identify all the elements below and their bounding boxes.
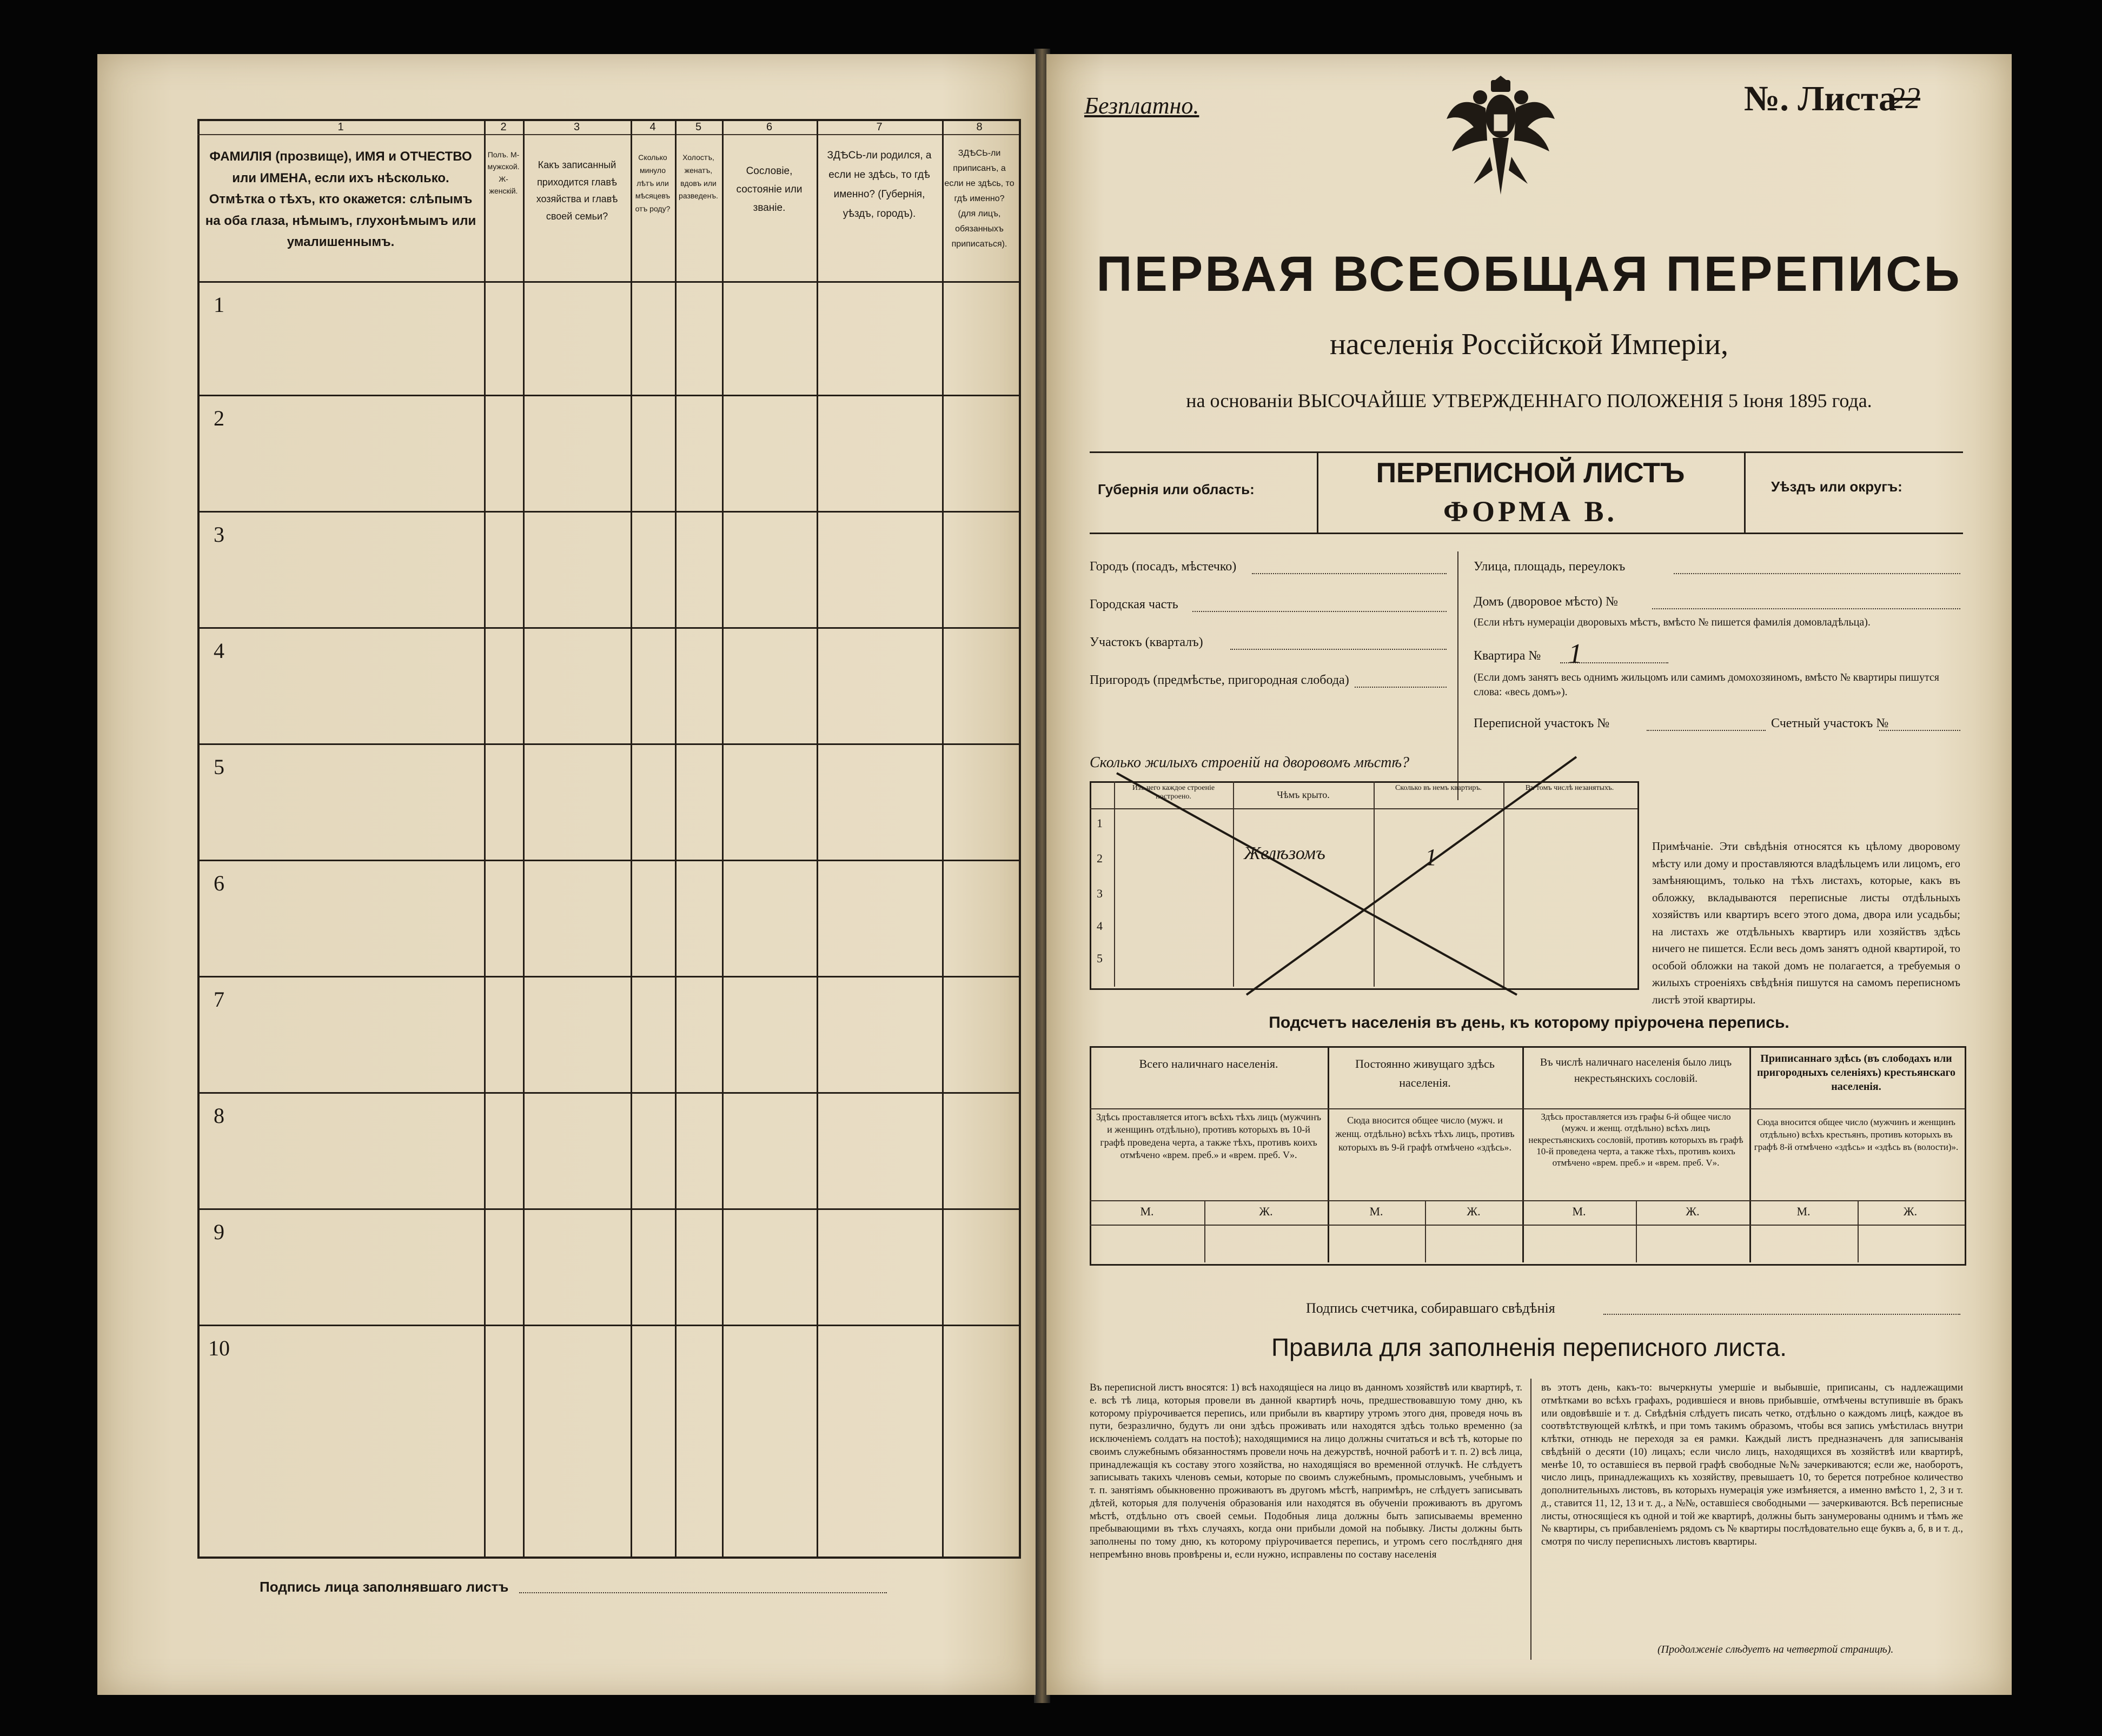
city-label: Городъ (посадъ, мѣстечко) (1090, 560, 1237, 574)
buildings-apartments-entry: 1 (1425, 844, 1437, 870)
col-header-age: Сколько минуло лѣтъ или мѣсяцевъ отъ роду? (635, 153, 671, 214)
city-district-label: Городская часть (1090, 597, 1178, 611)
count-col-present-text: Здѣсь проставляется итогъ всѣхъ тѣхъ лицъ (мужчинъ и женщинъ отдѣльно), противъ которыхъ въ 10-й графѣ проведена черта, а также тѣхъ, противъ коихъ отмѣчено «врем. преб.» и «врем. преб. V». (1096, 1112, 1322, 1161)
count-col-present: Всего наличнаго населенія. (1139, 1057, 1278, 1070)
province-label: Губернія или область: (1098, 481, 1255, 497)
buildings-col-material: Изъ чего каждое строеніе построено. (1132, 784, 1215, 801)
street-label: Улица, площадь, переулокъ (1474, 560, 1626, 574)
rules-text-right: въ этотъ день, какъ-то: вычеркнуты умершіе и выбывшіе, приписаны, съ надлежащими отмѣтками во всѣхъ графахъ, родившіеся и вновь прибывшіе, отмѣчены вступившіе въ бракъ или овдовѣвшіе и т. д. Свѣдѣнія слѣдуетъ писать четко, отдѣльно о каждомъ лицѣ, каждое въ соотвѣтствующей клѣткѣ, и при томъ такимъ образомъ, чтобы вся запись умѣстилась внутри клѣтки, отнюдь не переходя за ея рамки. Каждый листъ предназначенъ для записыванія свѣдѣній о десяти (10) лицахъ; если число лицъ, находящихся въ хозяйствѣ или квартирѣ, менѣе 10, то оставшіеся въ первой графѣ свободные №№ зачеркиваются; если же, наоборотъ, число лицъ, принадлежащихъ къ хозяйству, превышаетъ 10, то берется потребное количество дополнительныхъ листовъ, въ которыхъ нумерація уже измѣняется, а именно вмѣсто 1, 2, 3 и т. д., ставится 11, 12, 13 и т. д., а №№, оставшіеся свободными — зачеркиваются. Всѣ переписные листы, относящіеся къ одной и той же квартирѣ, должны быть занумерованы однимъ и тѣмъ же № квартиры, съ прибавленіемъ рядомъ съ № квартиры послѣдовательно еще буквъ а, б, в и т. д., смотря по числу переписныхъ листовъ квартиры. (1541, 1382, 1963, 1547)
imperial-eagle-emblem (1441, 76, 1560, 205)
row-number: 9 (214, 1220, 224, 1244)
buildings-row: 4 (1097, 919, 1103, 933)
col-num-2: 2 (500, 121, 507, 133)
count-female: Ж. (1686, 1205, 1700, 1218)
buildings-question: Сколько жилыхъ строеній на дворовомъ мѣстѣ? (1090, 754, 1410, 771)
count-male: М. (1369, 1205, 1383, 1218)
precinct-label: Участокъ (кварталъ) (1090, 635, 1203, 649)
rules-title: Правила для заполненія переписного листа. (1271, 1333, 1787, 1361)
counter-signature-label: Подпись счетчика, собиравшаго свѣдѣнія (1306, 1300, 1555, 1316)
col-num-1: 1 (337, 121, 344, 133)
col-num-6: 6 (766, 121, 773, 133)
buildings-row: 1 (1097, 816, 1103, 830)
col-header-name: ФАМИЛІЯ (прозвище), ИМЯ и ОТЧЕСТВО или ИМЕНА, если ихъ нѣсколько. Отмѣтка о тѣхъ, кто окажется: слѣпымъ на оба глаза, нѣмымъ, глухонѣмымъ или умалишеннымъ. (205, 149, 476, 250)
free-label: Безплатно. (1084, 92, 1199, 119)
count-female: Ж. (1259, 1205, 1273, 1218)
count-female: Ж. (1467, 1205, 1481, 1218)
sheet-number-label: №. Листа (1744, 79, 1897, 118)
col-header-sex: Полъ. М-мужской. Ж-женскій. (487, 150, 520, 196)
continued-note: (Продолженіе слѣдуетъ на четвертой страницѣ). (1657, 1644, 1894, 1655)
col-num-7: 7 (876, 121, 883, 133)
buildings-row: 2 (1097, 852, 1103, 865)
cross-out-mark (1095, 751, 1582, 1000)
apartment-note: (Если домъ занятъ весь однимъ жильцомъ или самимъ домохозяиномъ, вмѣсто № квартиры пишутся слова: «весь домъ»). (1474, 671, 1940, 698)
signature-label: Подпись лица заполнявшаго листъ (260, 1579, 509, 1595)
buildings-note: Примѣчаніе. Эти свѣдѣнія относятся къ цѣлому дворовому мѣсту или дому и проставляются владѣльцемъ или лицомъ, его замѣняющимъ, только на тѣхъ листахъ, которые, какъ въ обложку, вкладываются переписные листы отдѣльныхъ хозяйствъ или квартиръ всего этого дома, двора или усадьбы; на листахъ же отдѣльныхъ квартиръ или хозяйствъ здѣсь ничего не пишется. Если весь домъ занятъ одной квартирой, то особой обложки на такой домъ не полагается, а требуемыя о жилыхъ строеніяхъ свѣдѣнія пишутся на самомъ переписномъ листѣ этой квартиры. (1652, 840, 1960, 1006)
county-label: Уѣздъ или округъ: (1771, 478, 1902, 495)
suburb-label: Пригородъ (предмѣстье, пригородная слобода) (1090, 673, 1349, 687)
row-number: 5 (214, 755, 224, 779)
sheet-number-value: 22 (1890, 82, 1920, 115)
row-number: 6 (214, 871, 224, 895)
form-title: ПЕРЕПИСНОЙ ЛИСТЪ (1376, 457, 1685, 489)
buildings-col-apartments: Сколько въ немъ квартиръ. (1395, 784, 1482, 792)
count-title: Подсчетъ населенія въ день, къ которому пріурочена перепись. (1269, 1014, 1789, 1032)
row-number: 3 (214, 522, 224, 547)
col-header-registered: ЗДѢСЬ-ли приписанъ, а если не здѣсь, то гдѣ именно? (для лицъ, обязанныхъ приписаться). (944, 149, 1014, 249)
count-col-permanent: Постоянно живущаго здѣсь населенія. (1355, 1057, 1495, 1090)
census-district-label: Переписной участокъ № (1474, 716, 1610, 730)
count-col-nonpeasant: Въ числѣ наличнаго населенія было лицъ некрестьянскихъ сословій. (1540, 1056, 1732, 1085)
census-title: ПЕРВАЯ ВСЕОБЩАЯ ПЕРЕПИСЬ (1096, 247, 1962, 302)
buildings-col-roof: Чѣмъ крыто. (1277, 789, 1330, 800)
buildings-col-vacant: Въ томъ числѣ незанятыхъ. (1525, 784, 1614, 792)
row-number: 8 (214, 1103, 224, 1128)
col-num-5: 5 (695, 121, 702, 133)
apartment-label: Квартира № (1474, 649, 1541, 663)
count-col-permanent-text: Сюда вносится общее число (мужч. и женщ. отдѣльно) всѣхъ тѣхъ лицъ, противъ которыхъ въ 9-й графѣ отмѣчено «здѣсь». (1335, 1115, 1515, 1153)
count-col-peasants-text: Сюда вносится общее число (мужчинъ и женщинъ отдѣльно) всѣхъ крестьянъ, противъ которыхъ въ графѣ 8-й отмѣчено «здѣсь» и «здѣсь въ (волости)». (1754, 1117, 1959, 1152)
census-table (197, 119, 1021, 1559)
house-note: (Если нѣтъ нумераціи дворовыхъ мѣстъ, вмѣсто № пишется фамилія домовладѣльца). (1474, 616, 1871, 628)
col-num-8: 8 (976, 121, 983, 133)
census-subtitle: населенія Россійской Имперіи, (1329, 328, 1729, 361)
count-col-peasants: Приписаннаго здѣсь (въ слободахъ или пригородныхъ селеніяхъ) крестьянскаго населенія. (1756, 1053, 1956, 1093)
col-header-marital: Холостъ, женатъ, вдовъ или разведенъ. (679, 153, 718, 201)
buildings-row: 5 (1097, 952, 1103, 965)
col-header-relation: Какъ записанный приходится главѣ хозяйства и главѣ своей семьи? (536, 159, 618, 222)
left-page (97, 54, 1036, 1695)
house-label: Домъ (дворовое мѣсто) № (1474, 595, 1618, 609)
col-num-4: 4 (649, 121, 656, 133)
row-number: 10 (208, 1336, 230, 1360)
row-number: 7 (214, 987, 224, 1012)
row-number: 1 (214, 292, 224, 317)
col-header-birthplace: ЗДѢСЬ-ли родился, а если не здѣсь, то гдѣ именно? (Губернія, уѣздъ, городъ). (827, 150, 932, 220)
count-male: М. (1572, 1205, 1586, 1218)
col-header-estate: Сословіе, состояніе или званіе. (736, 165, 803, 214)
count-male: М. (1140, 1205, 1154, 1218)
apartment-number: 1 (1568, 638, 1582, 669)
buildings-roof-entry: Желѣзомъ (1244, 843, 1325, 863)
right-page (1046, 54, 2012, 1695)
row-number: 4 (214, 638, 224, 663)
count-female: Ж. (1903, 1205, 1918, 1218)
count-district-label: Счетный участокъ № (1771, 716, 1889, 730)
form-letter: ФОРМА В. (1443, 495, 1617, 528)
row-number: 2 (214, 406, 224, 430)
count-male: М. (1796, 1205, 1811, 1218)
count-col-nonpeasant-text: Здѣсь проставляется изъ графы 6-й общее число (мужч. и женщ. отдѣльно) всѣхъ лицъ некрестьянскихъ сословій, противъ которыхъ въ графѣ 10-й проведена черта, а также тѣхъ, противъ коихъ отмѣчено «врем. преб.» и «врем. преб. V». (1528, 1112, 1743, 1168)
rules-text-left: Въ переписной листъ вносятся: 1) всѣ находящіеся на лицо въ данномъ хозяйствѣ или квартирѣ, т. е. всѣ тѣ лица, которыя провели въ данной квартирѣ ночь, предшествовавшую тому дню, къ которому пріурочивается перепись, или прибыли въ квартиру утромъ этого дня, проведя ночь въ пути, безразлично, будутъ ли они здѣсь проживать или находятся здѣсь только временно (за исключеніемъ солдатъ на постоѣ); находящимися на лицо должны считаться и всѣ тѣ, которые по своимъ служебнымъ обязанностямъ провели ночь на дежурствѣ, ночной работѣ и т. п. 2) всѣ лица, принадлежащія къ составу этого хозяйства, но находящіяся во временной отлучкѣ. Не слѣдуетъ записывать такихъ членовъ семьи, которые по своимъ служебнымъ, промысловымъ, учебнымъ и т. п. занятіямъ обыкновенно проживаютъ въ другомъ мѣстѣ, напримѣръ, не слѣдуетъ записывать дѣтей, которыя для полученія образованія или находятся въ обученіи проживаютъ въ другомъ мѣстѣ, отдѣльно отъ своей семьи. Подобныя лица должны быть записываемы временно пребывающими въ тѣхъ случаяхъ, когда они прибыли домой на побывку. Листы должны быть заполнены по тому дню, къ которому пріурочивается перепись, и утромъ сего послѣдняго дня непремѣнно вновь провѣрены и, если нужно, исправлены по составу населенія (1090, 1382, 1522, 1560)
census-basis: на основаніи ВЫСОЧАЙШЕ УТВЕРЖДЕННАГО ПОЛОЖЕНІЯ 5 Іюня 1895 года. (1186, 390, 1872, 411)
buildings-row: 3 (1097, 887, 1103, 900)
col-num-3: 3 (573, 121, 580, 133)
